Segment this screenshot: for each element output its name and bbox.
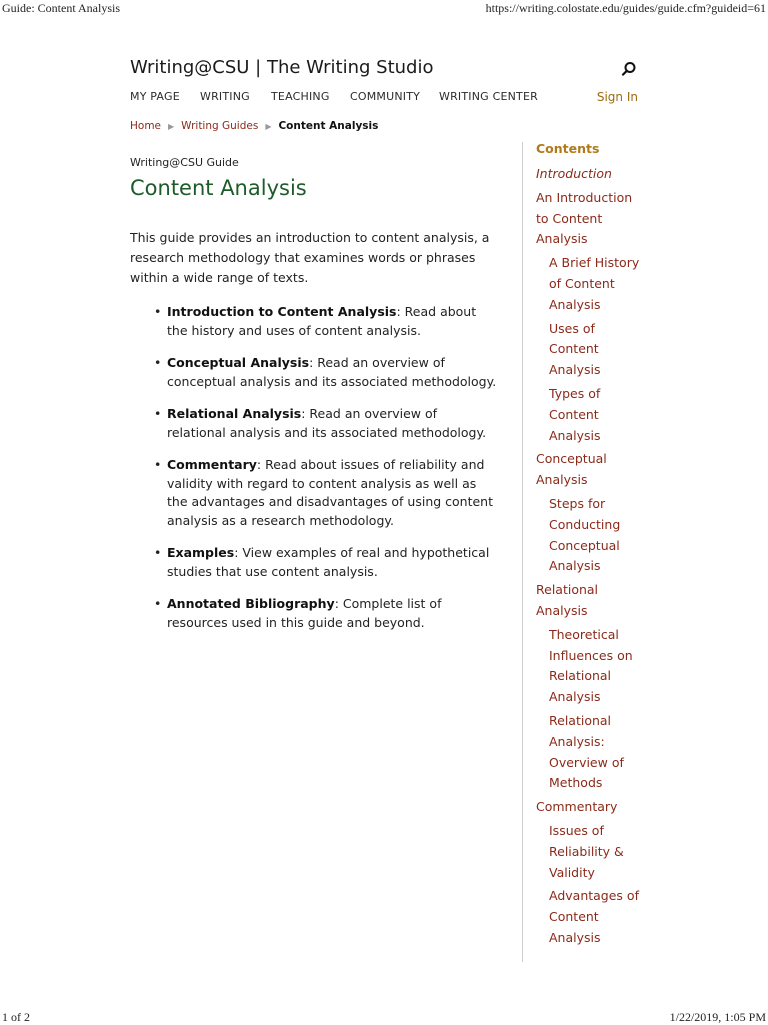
print-datetime: 1/22/2019, 1:05 PM: [669, 1010, 766, 1024]
nav-writing[interactable]: WRITING: [200, 90, 250, 103]
section-description: : Complete list of resources used in this guide and beyond.: [167, 596, 442, 630]
bullet-icon: •: [154, 355, 162, 370]
breadcrumb-current: Content Analysis: [278, 120, 379, 132]
toc-item-reliability-validity[interactable]: Issues of Reliability & Validity: [549, 822, 624, 880]
toc-item-steps-conceptual[interactable]: Steps for Conducting Conceptual Analysis: [549, 495, 621, 574]
toc-item-uses[interactable]: Uses of Content Analysis: [549, 320, 601, 378]
section-description: : Read an overview of conceptual analysis and its associated methodology.: [167, 355, 497, 389]
toc-item-relational-analysis[interactable]: Relational Analysis: [536, 582, 599, 618]
site-title[interactable]: Writing@CSU | The Writing Studio: [130, 57, 434, 78]
list-item: [152, 595, 497, 632]
top-navigation: [130, 90, 638, 108]
contents-heading: Contents: [536, 141, 600, 156]
nav-community[interactable]: COMMUNITY: [350, 90, 421, 103]
print-page-title: Guide: Content Analysis: [2, 1, 120, 15]
nav-my-page[interactable]: MY PAGE: [130, 90, 180, 103]
contents-sidebar: [536, 140, 646, 952]
bullet-icon: •: [154, 596, 162, 611]
list-item: [152, 354, 497, 391]
breadcrumb-home[interactable]: Home: [130, 120, 162, 132]
print-url: https://writing.colostate.edu/guides/guide.cfm?guideid=61: [485, 1, 766, 15]
bullet-icon: •: [154, 406, 162, 421]
print-page-indicator: 1 of 2: [2, 1010, 30, 1024]
section-description: : Read an overview of relational analysis and its associated methodology.: [167, 406, 487, 440]
section-description: : View examples of real and hypothetical studies that use content analysis.: [167, 545, 490, 579]
breadcrumb: [130, 120, 378, 132]
list-item: [152, 303, 497, 340]
breadcrumb-separator-icon: ▶: [265, 122, 272, 131]
nav-teaching[interactable]: TEACHING: [271, 90, 330, 103]
section-link-introduction[interactable]: Introduction to Content Analysis: [167, 304, 397, 319]
guide-section-list: [152, 303, 497, 646]
nav-writing-center[interactable]: WRITING CENTER: [439, 90, 538, 103]
section-description: : Read about the history and uses of content analysis.: [167, 304, 477, 338]
bullet-icon: •: [154, 457, 162, 472]
section-description: : Read about issues of reliability and validity with regard to content analysis as well as the advantages and disadvantages of using content analysis as a research methodology.: [167, 457, 494, 528]
toc-item-introduction[interactable]: Introduction: [536, 166, 612, 181]
toc-item-an-introduction-to-content-analysis[interactable]: An Introduction to Content Analysis: [536, 189, 633, 247]
breadcrumb-writing-guides[interactable]: Writing Guides: [181, 120, 259, 132]
section-link-commentary[interactable]: Commentary: [167, 457, 257, 472]
guide-label: Writing@CSU Guide: [130, 156, 239, 169]
section-link-relational-analysis[interactable]: Relational Analysis: [167, 406, 302, 421]
section-link-conceptual-analysis[interactable]: Conceptual Analysis: [167, 355, 310, 370]
search-icon[interactable]: [621, 61, 637, 77]
section-link-annotated-bibliography[interactable]: Annotated Bibliography: [167, 596, 335, 611]
toc-item-types[interactable]: Types of Content Analysis: [549, 385, 601, 443]
intro-paragraph: This guide provides an introduction to content analysis, a research methodology that examines words or phrases within a wide range of texts.: [130, 230, 490, 285]
list-item: [152, 405, 497, 442]
toc-item-conceptual-analysis[interactable]: Conceptual Analysis: [536, 451, 607, 488]
section-link-examples[interactable]: Examples: [167, 545, 235, 560]
toc-item-relational-methods[interactable]: Relational Analysis: Overview of Methods: [549, 712, 624, 791]
toc-item-commentary[interactable]: Commentary: [536, 799, 618, 815]
bullet-icon: •: [154, 304, 162, 319]
toc-item-advantages[interactable]: Advantages of Content Analysis: [549, 888, 639, 945]
sidebar-divider: [522, 142, 523, 962]
toc-item-theoretical-influences[interactable]: Theoretical Influences on Relational Analysis: [549, 626, 633, 705]
toc-item-brief-history[interactable]: A Brief History of Content Analysis: [549, 255, 640, 312]
sign-in-link[interactable]: Sign In: [596, 90, 638, 104]
bullet-icon: •: [154, 545, 162, 560]
page-title: Content Analysis: [130, 176, 307, 200]
list-item: [152, 456, 497, 530]
list-item: [152, 544, 497, 581]
breadcrumb-separator-icon: ▶: [168, 122, 175, 131]
